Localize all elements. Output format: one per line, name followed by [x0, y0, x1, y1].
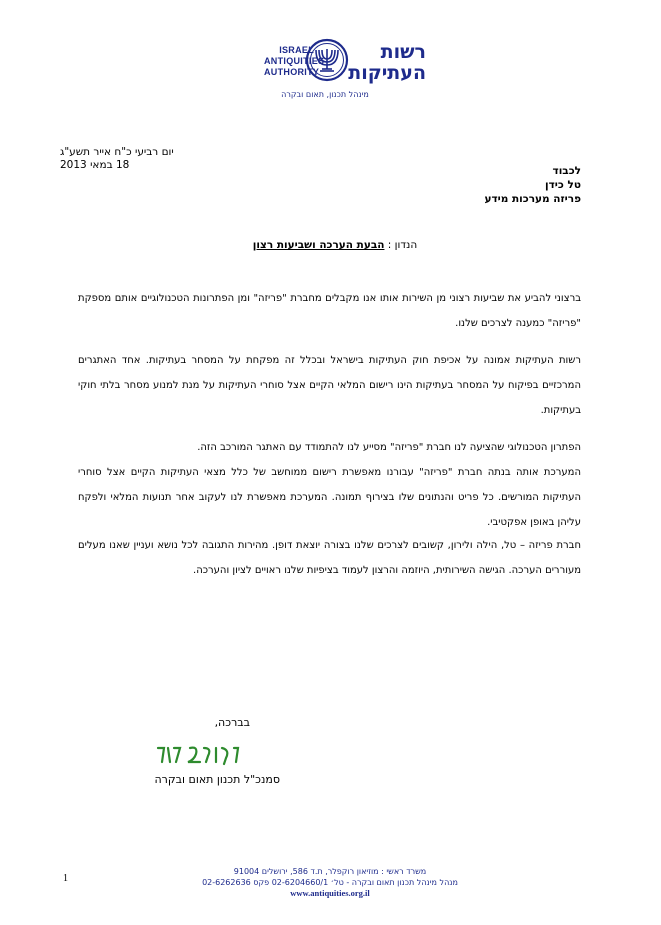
body-paragraph: המערכת אותה בנתה חברת "פריזה" עבורנו מאפשרת רישום ממוחשב של כלל מצאי העתיקות הקיים אצל סוחרי העתיקות המורשים. כל פריט והנתונים שלו בצירוף תמונה. המערכת מאפשרת לנו לעקוב אחר תנועות המלאי ולפקח עליהן באופן אפקטיבי. — [78, 467, 581, 528]
recipient-line-2: טל כידן — [545, 179, 581, 191]
logo-en-line-1: ISRAEL — [279, 45, 314, 55]
footer-phone: מנהל מינהל תכנון תאום ובקרה - טל׳ 02-6204660/1 פקס 02-6262636 — [202, 878, 458, 887]
body-paragraph: חברת פריזה – טל, הילה ולירון, קשובים לצרכים שלנו בצורה יוצאת דופן. מהירות התגובה לכל נושא ועניין שאנו מעלים מעוררים הערכה. הגישה השירותית, היוזמה והרצון לעמוד בציפיות שלנו ראויים לציון והערכה. — [78, 540, 581, 576]
date-gregorian: 18 במאי 2013 — [60, 159, 130, 171]
logo-hebrew-text — [348, 41, 426, 84]
logo-en-line-2: ANTIQUITIES — [264, 56, 325, 66]
body-paragraph: רשות העתיקות אמונה על אכיפת חוק העתיקות בישראל ובכלל זה מפקחת על המסחר בעתיקות. אחד האתגרים המרכזיים בפיקוח על המסחר בעתיקות הינו רישום המלאי הקיים אצל סוחרי העתיקות על מנת למנוע מסחר בלתי חוקי בעתיקות. — [78, 355, 581, 416]
body-paragraph: ברצוני להביע את שביעות רצוני מן השירות אותו אנו מקבלים מחברת "פריזה" ומן הפתרונות הטכנולוגיים אותם מספקת "פריזה" כמענה לצרכים שלנו. — [78, 293, 581, 329]
subject-line — [230, 239, 440, 251]
date-hebrew: יום רביעי כ"ח אייר תשע"ג — [60, 146, 174, 158]
closing-greeting: בברכה, — [214, 716, 250, 729]
footer-contact — [180, 866, 480, 899]
recipient-block — [440, 164, 581, 206]
footer-address: משרד ראשי : מוזיאון רוקפלר, ת.ד 586, ירושלים 91004 — [233, 867, 427, 876]
recipient-line-3: פריזה מערכות מידע — [484, 193, 581, 205]
handwritten-signature — [150, 738, 250, 770]
footer-website-link[interactable]: www.antiquities.org.il — [290, 888, 370, 898]
signer-role: סמנכ"ל תכנון תאום ובקרה — [154, 773, 280, 786]
page-number: 1 — [63, 873, 68, 884]
department-name: מינהל תכנון, תאום ובקרה — [281, 90, 369, 99]
subject-text: הבעת הערכה ושביעות רצון — [252, 239, 385, 251]
logo-he-line-1: רשות — [380, 41, 426, 63]
logo-he-line-2: העתיקות — [348, 62, 426, 84]
letter-date — [60, 146, 215, 172]
menorah-emblem-icon — [305, 38, 349, 82]
logo-en-line-3: AUTHORITY — [264, 67, 320, 77]
body-paragraph: הפתרון הטכנולוגי שהציעה לנו חברת "פריזה" מסייע לנו להתמודד עם האתגר המורכב הזה. — [197, 442, 581, 453]
subject-prefix: הנדון : — [387, 239, 418, 251]
recipient-line-1: לכבוד — [552, 165, 581, 177]
